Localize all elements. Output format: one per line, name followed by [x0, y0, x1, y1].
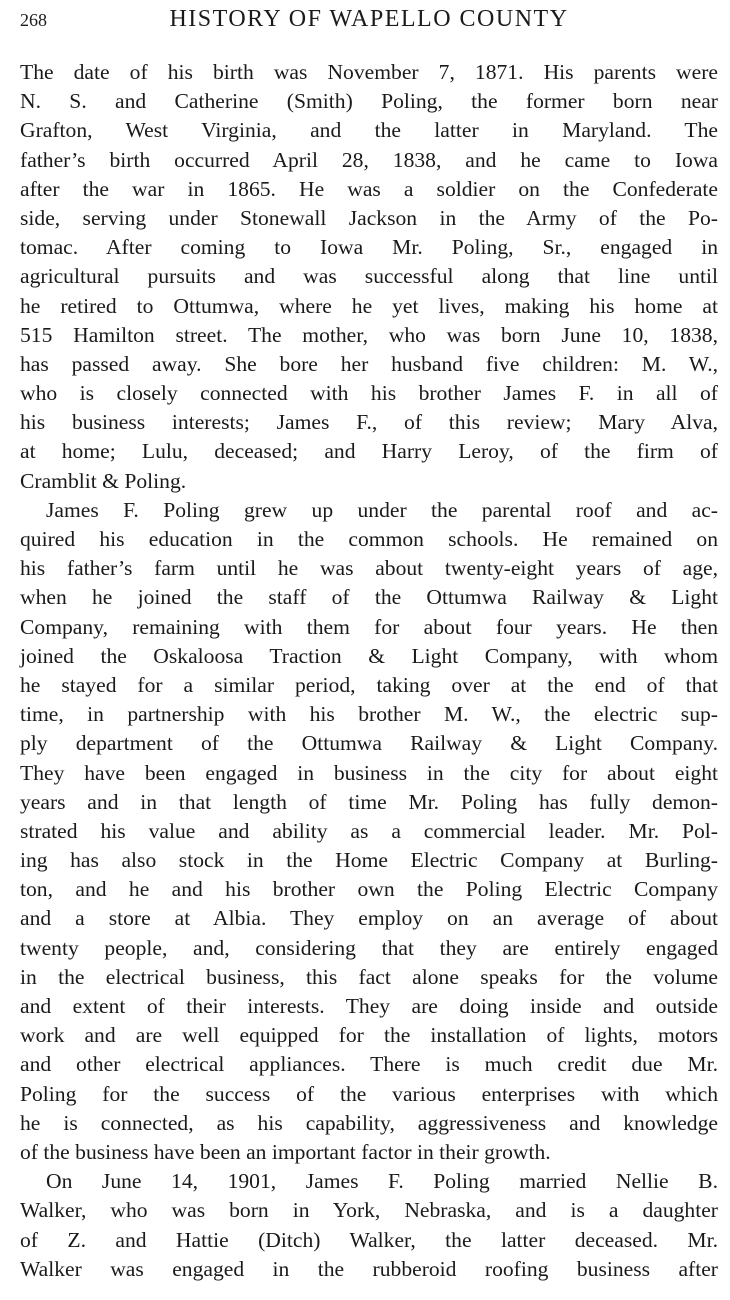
text-line: On June 14, 1901, James F. Poling married Nellie B.: [46, 1169, 718, 1194]
text-line: Company, remaining with them for about four years. He then: [20, 614, 718, 639]
text-line: work and are well equipped for the installation of lights, motors: [20, 1023, 718, 1048]
book-page: [20, 6, 718, 1284]
paragraph: [20, 58, 718, 496]
text-line: who is closely connected with his brother James F. in all of: [20, 381, 718, 406]
text-line: of Z. and Hattie (Ditch) Walker, the latter deceased. Mr.: [20, 1227, 718, 1252]
text-line: when he joined the staff of the Ottumwa Railway & Light: [20, 585, 718, 610]
text-line: Poling for the success of the various enterprises with which: [20, 1081, 718, 1106]
page-header: [20, 6, 718, 40]
running-title: HISTORY OF WAPELLO COUNTY: [169, 6, 569, 32]
text-line: side, serving under Stonewall Jackson in the Army of the Po-: [20, 205, 718, 230]
body-text: [20, 58, 718, 1284]
text-line: he retired to Ottumwa, where he yet lives, making his home at: [20, 293, 718, 318]
text-line: N. S. and Catherine (Smith) Poling, the former born near: [20, 89, 718, 114]
text-line: and other electrical appliances. There is much credit due Mr.: [20, 1052, 718, 1077]
text-line: James F. Poling grew up under the parental roof and ac-: [46, 497, 718, 522]
text-line: his business interests; James F., of this review; Mary Alva,: [20, 410, 718, 435]
text-line: 515 Hamilton street. The mother, who was born June 10, 1838,: [20, 322, 718, 347]
page-number: 268: [20, 10, 47, 30]
text-line: has passed away. She bore her husband five children: M. W.,: [20, 351, 718, 376]
paragraph: [20, 1167, 718, 1284]
text-line: joined the Oskaloosa Traction & Light Company, with whom: [20, 643, 718, 668]
text-line: Cramblit & Poling.: [20, 468, 187, 493]
text-line: and a store at Albia. They employ on an average of about: [20, 906, 718, 931]
text-line: of the business have been an important factor in their growth.: [20, 1139, 551, 1164]
text-line: ply department of the Ottumwa Railway & Light Company.: [20, 731, 718, 756]
text-line: his father’s farm until he was about twenty-eight years of age,: [20, 556, 718, 581]
text-line: strated his value and ability as a commercial leader. Mr. Pol-: [20, 818, 718, 843]
text-line: at home; Lulu, deceased; and Harry Leroy, of the firm of: [20, 439, 718, 464]
text-line: quired his education in the common schools. He remained on: [20, 527, 718, 551]
text-line: after the war in 1865. He was a soldier on the Confederate: [20, 176, 718, 201]
text-line: Walker was engaged in the rubberoid roofing business after: [20, 1256, 718, 1281]
text-line: twenty people, and, considering that they are entirely engaged: [20, 935, 718, 960]
text-line: years and in that length of time Mr. Poling has fully demon-: [20, 789, 718, 814]
text-line: ing has also stock in the Home Electric Company at Burling-: [20, 848, 718, 873]
paragraph: [20, 496, 718, 1167]
text-line: time, in partnership with his brother M. W., the electric sup-: [20, 702, 718, 727]
text-line: Grafton, West Virginia, and the latter in Maryland. The: [20, 118, 718, 143]
text-line: ton, and he and his brother own the Poling Electric Company: [20, 877, 718, 902]
text-line: The date of his birth was November 7, 1871. His parents were: [20, 60, 718, 84]
text-line: tomac. After coming to Iowa Mr. Poling, Sr., engaged in: [20, 235, 718, 260]
text-line: he stayed for a similar period, taking over at the end of that: [20, 672, 718, 697]
text-line: and extent of their interests. They are doing inside and outside: [20, 994, 718, 1018]
text-line: agricultural pursuits and was successful along that line until: [20, 264, 718, 289]
text-line: he is connected, as his capability, aggressiveness and knowledge: [20, 1110, 718, 1135]
text-line: in the electrical business, this fact alone speaks for the volume: [20, 964, 718, 989]
text-line: They have been engaged in business in the city for about eight: [20, 760, 718, 785]
text-line: father’s birth occurred April 28, 1838, and he came to Iowa: [20, 147, 718, 172]
text-line: Walker, who was born in York, Nebraska, and is a daughter: [20, 1198, 718, 1223]
